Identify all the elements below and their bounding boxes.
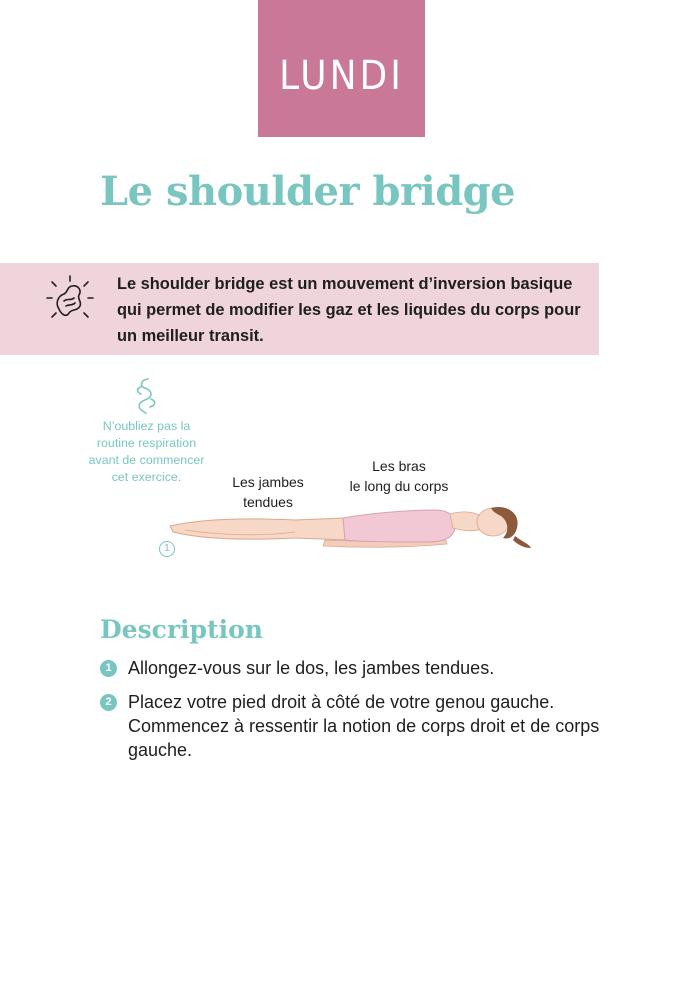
intestine-sparkle-icon: [44, 273, 96, 325]
lying-woman-illustration: [165, 496, 535, 560]
day-tab: [258, 0, 425, 137]
step-item: [100, 656, 620, 680]
breathing-note: N’oubliez pas la routine respiration avant de commencer cet exercice.: [88, 419, 205, 484]
label-legs: Les jambes tendues: [232, 474, 304, 510]
step-number: 1: [100, 660, 117, 677]
page-title: Le shoulder bridge: [100, 168, 516, 215]
step-marker: 1: [159, 541, 175, 557]
intro-text: Le shoulder bridge est un mouvement d’inversion basique qui permet de modifier les gaz et les liquides du corps pour un meilleur transit.: [117, 275, 581, 345]
step-text: Allongez-vous sur le dos, les jambes tendues.: [128, 658, 495, 678]
day-label: LUNDI: [279, 52, 404, 99]
intro-banner: [0, 263, 599, 355]
breath-swirl-icon: [131, 377, 161, 415]
step-item: [100, 690, 620, 762]
step-text: Placez votre pied droit à côté de votre genou gauche. Commencez à ressentir la notion de corps droit et de corps gauche.: [128, 692, 600, 760]
description-heading: Description: [100, 615, 263, 644]
step-number: 2: [100, 694, 117, 711]
label-arms: Les bras le long du corps: [349, 458, 449, 494]
description-steps: [100, 656, 620, 772]
